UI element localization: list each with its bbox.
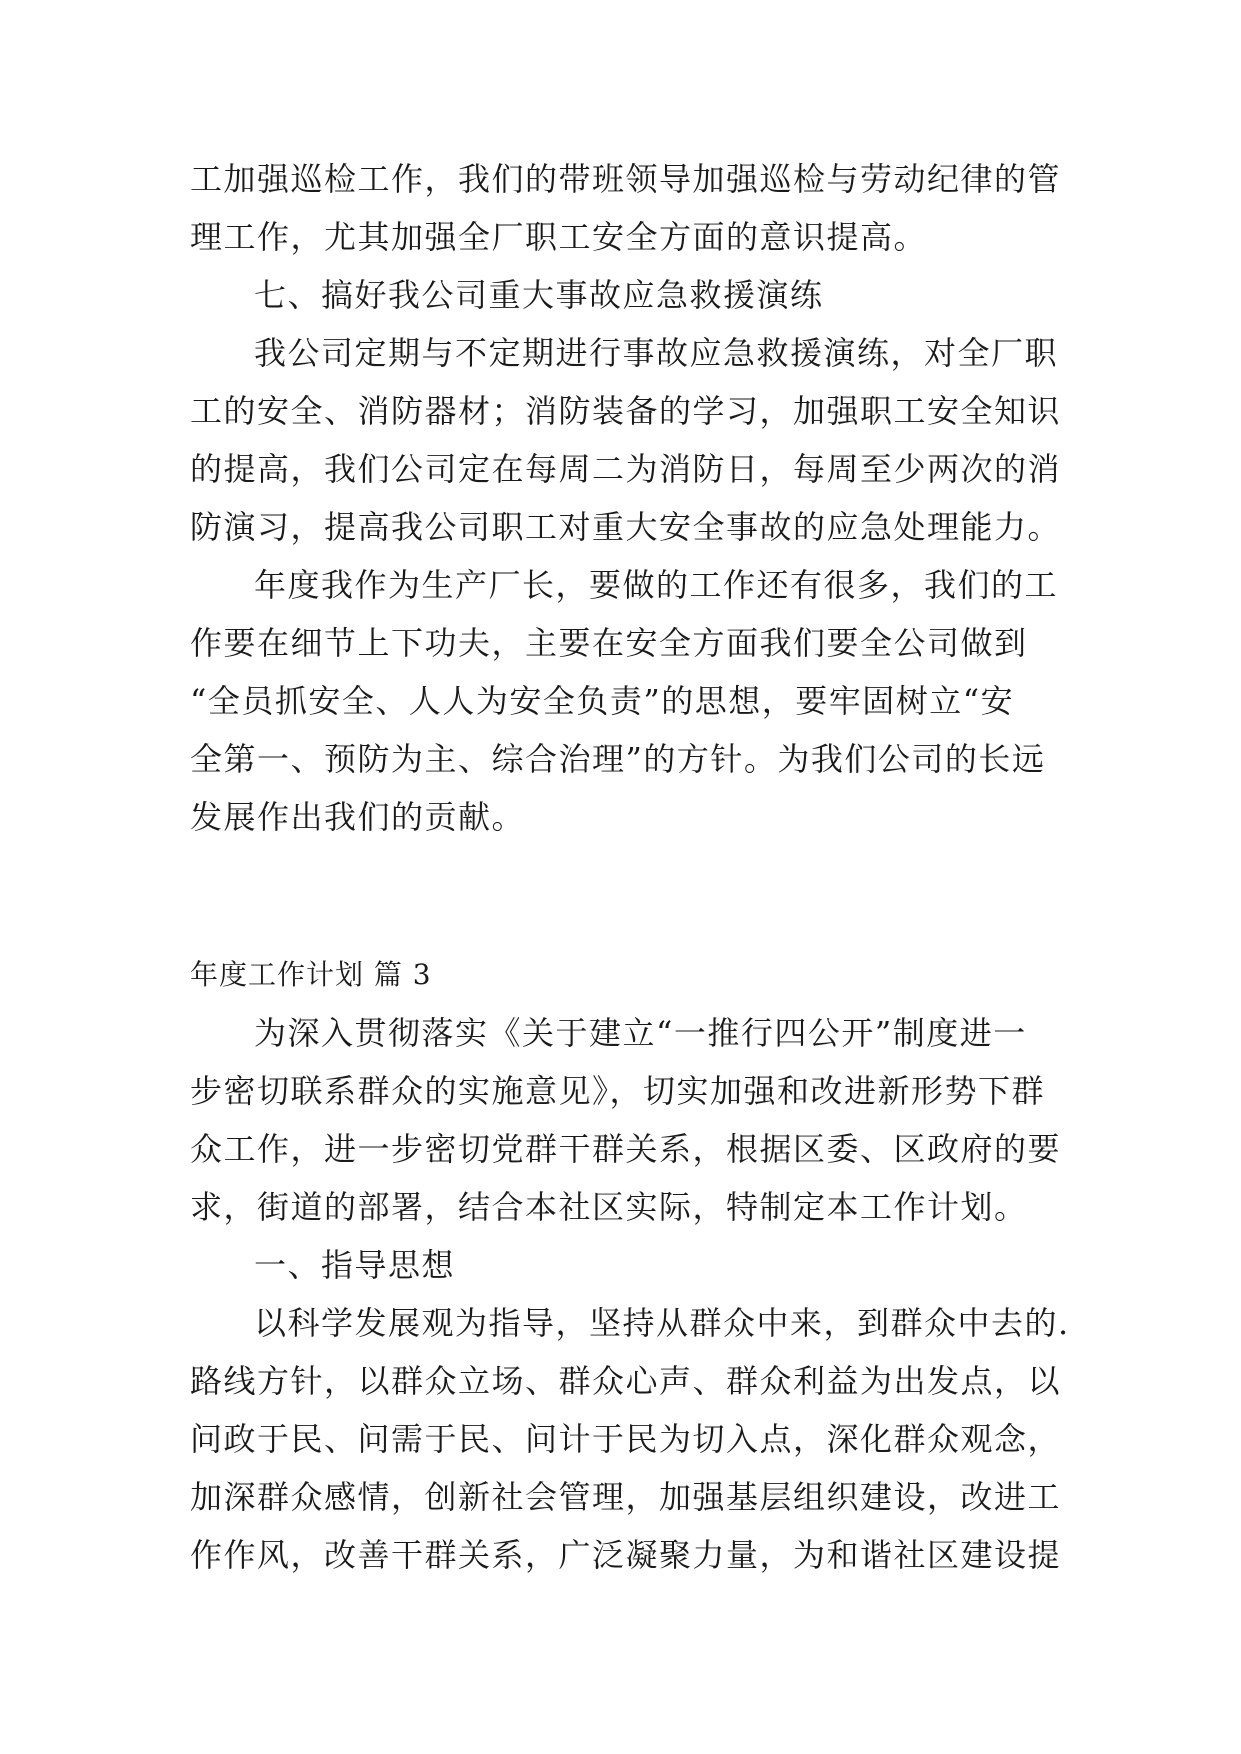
text-line: 理工作，尤其加强全厂职工安全方面的意识提高。 — [190, 218, 928, 256]
section-heading: 年度工作计划 篇 3 — [190, 958, 432, 991]
text-line: 工的安全、消防器材；消防装备的学习，加强职工安全知识 — [190, 392, 1062, 430]
subheading: 七、搞好我公司重大事故应急救援演练 — [254, 276, 824, 314]
text-line: 路线方针，以群众立场、群众心声、群众利益为出发点，以 — [190, 1362, 1062, 1400]
text-line: 步密切联系群众的实施意见》，切实加强和改进新形势下群 — [190, 1072, 1046, 1110]
section-gap — [190, 846, 1050, 946]
text-line: 的提高，我们公司定在每周二为消防日，每周至少两次的消 — [190, 450, 1062, 488]
text-line: 我公司定期与不定期进行事故应急救援演练，对全厂职 — [254, 334, 1059, 372]
text-line: 年度我作为生产厂长，要做的工作还有很多，我们的工 — [254, 566, 1059, 604]
section-safety — [190, 150, 1062, 846]
text-line: 问政于民、问需于民、问计于民为切入点，深化群众观念， — [190, 1420, 1062, 1458]
text-line: 发展作出我们的贡献。 — [190, 798, 526, 836]
text-line: 全第一、预防为主、综合治理”的方针。为我们公司的长远 — [190, 740, 1046, 778]
text-line: 防演习，提高我公司职工对重大安全事故的应急处理能力。 — [190, 508, 1062, 546]
text-line: 作要在细节上下功夫，主要在安全方面我们要全公司做到 — [190, 624, 1028, 662]
text-line: 作作风，改善干群关系，广泛凝聚力量，为和谐社区建设提 — [190, 1536, 1062, 1574]
subheading: 一、指导思想 — [254, 1246, 456, 1284]
text-line: 加深群众感情，创新社会管理，加强基层组织建设，改进工 — [190, 1478, 1062, 1516]
text-line: 以科学发展观为指导，坚持从群众中来，到群众中去的. — [254, 1304, 1070, 1342]
text-line: “全员抓安全、人人为安全负责”的思想，要牢固树立“安 — [190, 682, 1015, 720]
document-page — [190, 150, 1070, 1584]
text-line: 众工作，进一步密切党群干群关系，根据区委、区政府的要 — [190, 1130, 1062, 1168]
text-line: 为深入贯彻落实《关于建立“一推行四公开”制度进一 — [254, 1014, 1027, 1052]
section-plan-3 — [190, 946, 1070, 1584]
text-line: 工加强巡检工作，我们的带班领导加强巡检与劳动纪律的管 — [190, 160, 1062, 198]
text-line: 求，街道的部署，结合本社区实际，特制定本工作计划。 — [190, 1188, 1028, 1226]
